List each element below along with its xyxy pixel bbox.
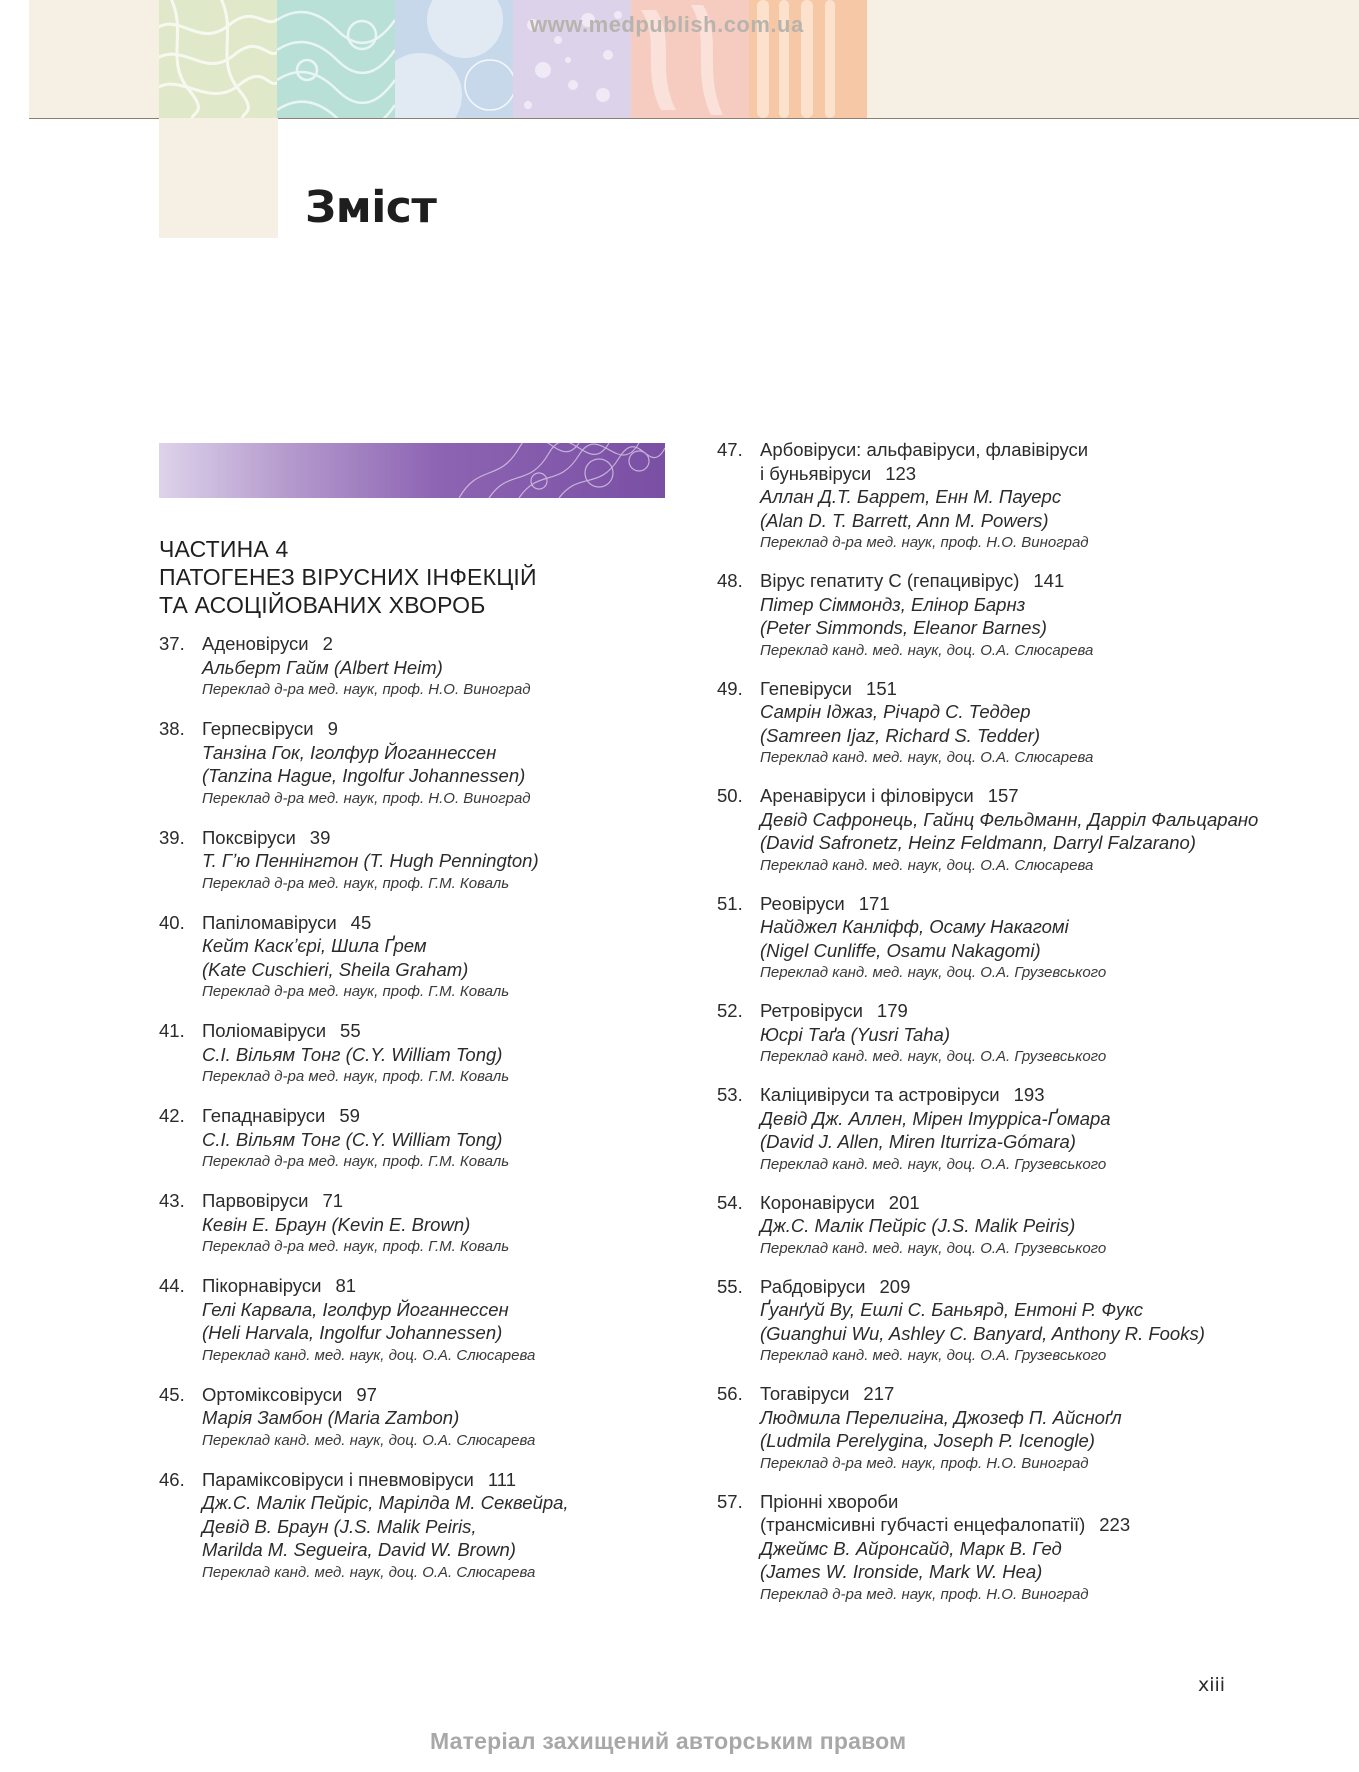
entry-page-number: 171 <box>858 892 890 914</box>
entry-title: Аренавіруси і філовіруси 157 <box>760 785 1019 806</box>
entry-translator: Переклад канд. мед. наук, доц. О.А. Грузевського <box>760 1239 1107 1257</box>
entry-body <box>202 717 679 810</box>
entry-authors: Девід В. Браун (J.S. Malik Peiris, <box>202 1515 477 1537</box>
entry-title: Папіломавіруси 45 <box>202 911 372 933</box>
pattern-tile <box>159 0 277 118</box>
entry-number: 57. <box>717 1490 743 1512</box>
entry-page-number: 223 <box>1099 1514 1131 1535</box>
entry-authors: (David J. Allen, Miren Iturriza-Gómara) <box>760 1131 1076 1152</box>
entry-authors: (Ludmila Perelygina, Joseph P. Icenogle) <box>760 1430 1095 1451</box>
entry-page-number: 39 <box>309 826 331 848</box>
entry-body <box>760 999 1337 1068</box>
entry-body <box>760 784 1337 877</box>
entry-body <box>760 1191 1337 1260</box>
entry-body <box>202 632 679 701</box>
entry-title: Аденовіруси 2 <box>202 633 333 654</box>
entry-title: Ретровіруси 179 <box>760 1000 908 1021</box>
entry-translator: Переклад д-ра мед. наук, проф. Г.М. Коваль <box>202 1238 510 1255</box>
entry-title: Параміксовіруси і пневмовіруси 111 <box>202 1468 516 1490</box>
entry-number: 50. <box>717 785 743 806</box>
entry-title: Гепевіруси 151 <box>760 677 897 699</box>
page-number: xiii <box>1198 1674 1226 1696</box>
entry-page-number: 81 <box>335 1275 357 1296</box>
entry-page-number: 9 <box>327 718 338 739</box>
entry-number: 37. <box>159 633 185 654</box>
entry-translator: Переклад канд. мед. наук, доц. О.А. Слюсарева <box>760 749 1094 766</box>
part-title-line-2: ТА АСОЦІЙОВАНИХ ХВОРОБ <box>159 592 486 618</box>
toc-entry <box>159 1189 679 1258</box>
entry-page-number: 55 <box>340 1020 361 1041</box>
entry-authors: Альберт Гайм (Albert Heim) <box>202 656 443 678</box>
entry-page-number: 151 <box>866 677 897 699</box>
entry-page-number: 141 <box>1033 570 1065 591</box>
entry-authors: (Alan D. T. Barrett, Ann M. Powers) <box>760 509 1049 531</box>
entry-authors: Джеймс В. Айронсайд, Марк В. Гед <box>760 1537 1062 1559</box>
entry-title: Вірус гепатиту С (гепацивірус) 141 <box>760 570 1065 591</box>
entry-title: Герпесвіруси 9 <box>202 718 338 739</box>
entry-body <box>760 1490 1337 1606</box>
part-title-line-1: ПАТОГЕНЕЗ ВІРУСНИХ ІНФЕКЦІЙ <box>159 564 537 590</box>
watermark-url: www.medpublish.com.ua <box>530 12 804 37</box>
entry-title: Поксвіруси 39 <box>202 826 331 848</box>
entry-title: (трансмісивні губчасті енцефалопатії) 223 <box>760 1514 1131 1535</box>
entry-number: 56. <box>717 1383 743 1404</box>
entry-authors: Т. Гʼю Пеннінгтон (T. Hugh Pennington) <box>202 850 539 871</box>
entry-authors: Самрін Іджаз, Річард С. Теддер <box>760 701 1031 722</box>
entry-translator: Переклад канд. мед. наук, доц. О.А. Слюсарева <box>202 1431 536 1449</box>
entry-authors: Дж.С. Малік Пейріс (J.S. Malik Peiris) <box>760 1215 1076 1236</box>
entry-authors: Гелі Карвала, Іголфур Йоганнессен <box>202 1298 509 1320</box>
entry-translator: Переклад д-ра мед. наук, проф. Н.О. Виноград <box>760 1454 1089 1472</box>
entry-title: Арбовіруси: альфавіруси, флавівіруси <box>760 439 1089 460</box>
entry-authors: Marilda M. Segueira, David W. Brown) <box>202 1539 516 1560</box>
entry-body <box>760 677 1337 770</box>
entry-page-number: 45 <box>350 911 372 933</box>
toc-entry <box>717 1382 1337 1475</box>
entry-body <box>202 826 679 895</box>
entry-authors: (Kate Cuschieri, Sheila Graham) <box>202 958 469 980</box>
entry-translator: Переклад д-ра мед. наук, проф. Н.О. Виноград <box>202 681 531 698</box>
entry-authors: Девід Сафронець, Гайнц Фельдманн, Дарріл Фальцарано <box>760 808 1259 830</box>
toc-column-right <box>717 438 1337 1621</box>
entry-body <box>202 1019 679 1088</box>
entry-title: Ортоміксовіруси 97 <box>202 1383 377 1405</box>
entry-body <box>760 1382 1337 1475</box>
entry-page-number: 157 <box>987 785 1019 806</box>
entry-translator: Переклад канд. мед. наук, доц. О.А. Слюсарева <box>760 641 1094 659</box>
entry-title: Гепаднавіруси 59 <box>202 1105 360 1126</box>
entry-body <box>760 892 1337 985</box>
toc-entry <box>717 999 1337 1068</box>
entry-authors: Кейт Каскʼєрі, Шила Ґрем <box>202 935 427 956</box>
entry-authors: Танзіна Гок, Іголфур Йоганнессен <box>202 741 497 763</box>
entry-body <box>202 1189 679 1258</box>
entry-number: 48. <box>717 570 743 591</box>
toc-entry <box>159 1468 679 1584</box>
entry-number: 42. <box>159 1105 185 1126</box>
entry-translator: Переклад д-ра мед. наук, проф. Н.О. Виноград <box>202 789 531 807</box>
entry-authors: (Tanzina Hague, Ingolfur Johannessen) <box>202 765 526 786</box>
copyright-watermark: Матеріал захищений авторським правом <box>430 1728 907 1754</box>
entry-body <box>760 1083 1337 1176</box>
toc-entry <box>717 1191 1337 1260</box>
part-number: ЧАСТИНА 4 <box>159 536 289 562</box>
part-color-band <box>159 443 665 498</box>
toc-entry <box>159 1104 679 1173</box>
entry-authors: Кевін Е. Браун (Kevin E. Brown) <box>202 1213 471 1235</box>
entry-translator: Переклад канд. мед. наук, доц. О.А. Грузевського <box>760 1048 1107 1065</box>
entry-translator: Переклад канд. мед. наук, доц. О.А. Грузевського <box>760 1155 1107 1173</box>
entry-title: Парвовіруси 71 <box>202 1190 344 1211</box>
entry-authors: С.І. Вільям Тонг (C.Y. William Tong) <box>202 1128 503 1150</box>
entry-authors: Людмила Перелигіна, Джозеф П. Айсноґл <box>760 1406 1122 1428</box>
entry-translator: Переклад канд. мед. наук, доц. О.А. Слюсарева <box>202 1346 536 1364</box>
entry-page-number: 2 <box>322 633 333 654</box>
entry-body <box>202 1274 679 1367</box>
entry-body <box>760 438 1337 554</box>
entry-number: 46. <box>159 1468 185 1490</box>
entry-title: Пріонні хвороби <box>760 1490 899 1512</box>
entry-title: Реовіруси 171 <box>760 892 890 914</box>
entry-number: 52. <box>717 1000 743 1021</box>
entry-number: 40. <box>159 911 185 933</box>
entry-number: 51. <box>717 892 743 914</box>
toc-entry <box>717 438 1337 554</box>
entry-translator: Переклад д-ра мед. наук, проф. Г.М. Коваль <box>202 1153 510 1170</box>
toc-entry <box>717 1490 1337 1606</box>
entry-page-number: 179 <box>876 1000 908 1021</box>
entry-page-number: 193 <box>1013 1084 1045 1105</box>
toc-entry <box>159 1019 679 1088</box>
entry-page-number: 123 <box>885 462 917 484</box>
entry-authors: (James W. Ironside, Mark W. Hea) <box>760 1561 1043 1582</box>
toc-entry <box>159 911 679 1004</box>
toc-column-left <box>159 632 679 1600</box>
toc-entry <box>717 1083 1337 1176</box>
entry-authors: Дж.С. Малік Пейріс, Марілда М. Секвейра, <box>202 1492 569 1513</box>
entry-authors: (Heli Harvala, Ingolfur Johannessen) <box>202 1322 503 1343</box>
entry-authors: С.І. Вільям Тонг (C.Y. William Tong) <box>202 1043 503 1065</box>
entry-body <box>760 1275 1337 1368</box>
entry-number: 49. <box>717 677 743 699</box>
entry-translator: Переклад канд. мед. наук, доц. О.А. Слюсарева <box>760 856 1094 874</box>
page-title: Зміст <box>305 182 437 233</box>
entry-number: 54. <box>717 1191 743 1213</box>
entry-number: 45. <box>159 1383 185 1405</box>
entry-authors: Девід Дж. Аллен, Мірен Ітурріса-Ґомара <box>760 1107 1111 1129</box>
entry-translator: Переклад канд. мед. наук, доц. О.А. Грузевського <box>760 1347 1107 1364</box>
entry-number: 55. <box>717 1275 743 1297</box>
entry-authors: (David Safronetz, Heinz Feldmann, Darryl Falzarano) <box>760 832 1196 853</box>
entry-number: 43. <box>159 1190 185 1211</box>
entry-number: 53. <box>717 1084 743 1105</box>
entry-page-number: 217 <box>863 1383 895 1404</box>
entry-translator: Переклад канд. мед. наук, доц. О.А. Слюсарева <box>202 1563 536 1581</box>
entry-body <box>202 1104 679 1173</box>
entry-page-number: 209 <box>879 1275 911 1297</box>
entry-number: 38. <box>159 718 185 739</box>
entry-authors: (Guanghui Wu, Ashley C. Banyard, Anthony R. Fooks) <box>760 1322 1205 1344</box>
entry-translator: Переклад д-ра мед. наук, проф. Г.М. Коваль <box>202 983 510 1000</box>
entry-body <box>202 911 679 1004</box>
entry-authors: (Peter Simmonds, Eleanor Barnes) <box>760 617 1047 638</box>
entry-page-number: 201 <box>888 1191 920 1213</box>
entry-title: Коронавіруси 201 <box>760 1191 920 1213</box>
entry-title: Пікорнавіруси 81 <box>202 1275 357 1296</box>
toc-entry <box>717 569 1337 662</box>
entry-page-number: 59 <box>339 1105 360 1126</box>
toc-entry <box>717 677 1337 770</box>
entry-title: Тогавіруси 217 <box>760 1383 895 1404</box>
entry-title: Рабдовіруси 209 <box>760 1275 911 1297</box>
entry-body <box>202 1383 679 1452</box>
entry-body <box>760 569 1337 662</box>
entry-authors: Юсрі Таґа (Yusri Taha) <box>760 1023 950 1045</box>
entry-number: 39. <box>159 826 185 848</box>
toc-entry <box>159 632 679 701</box>
entry-title: Поліомавіруси 55 <box>202 1020 361 1041</box>
entry-translator: Переклад д-ра мед. наук, проф. Г.М. Коваль <box>202 874 510 892</box>
entry-authors: (Nigel Cunliffe, Osamu Nakagomi) <box>760 939 1041 961</box>
entry-authors: Найджел Канліфф, Осаму Накагомі <box>760 916 1069 937</box>
entry-number: 41. <box>159 1020 185 1041</box>
toc-entry <box>717 1275 1337 1368</box>
entry-number: 44. <box>159 1275 185 1296</box>
entry-authors: (Samreen Ijaz, Richard S. Tedder) <box>760 724 1041 746</box>
entry-authors: Аллан Д.Т. Баррет, Енн М. Пауерс <box>760 486 1062 507</box>
entry-translator: Переклад д-ра мед. наук, проф. Н.О. Виноград <box>760 534 1089 551</box>
toc-entry <box>717 784 1337 877</box>
entry-page-number: 97 <box>356 1383 377 1405</box>
toc-entry <box>159 1274 679 1367</box>
entry-authors: Марія Замбон (Maria Zambon) <box>202 1407 460 1428</box>
entry-title: і буньявіруси 123 <box>760 462 917 484</box>
pattern-tile <box>277 0 395 118</box>
entry-page-number: 111 <box>487 1468 516 1490</box>
toc-entry <box>159 717 679 810</box>
entry-translator: Переклад д-ра мед. наук, проф. Н.О. Виноград <box>760 1585 1089 1603</box>
entry-authors: Пітер Сіммондз, Елінор Барнз <box>760 593 1026 615</box>
entry-translator: Переклад д-ра мед. наук, проф. Г.М. Коваль <box>202 1068 510 1085</box>
title-tab-block <box>159 118 278 238</box>
entry-page-number: 71 <box>322 1190 344 1211</box>
entry-translator: Переклад канд. мед. наук, доц. О.А. Грузевського <box>760 964 1107 981</box>
entry-number: 47. <box>717 439 743 460</box>
toc-entry <box>159 1383 679 1452</box>
entry-authors: Ґуанґуй Ву, Ешлі С. Баньярд, Ентоні Р. Фукс <box>760 1299 1144 1320</box>
toc-entry <box>159 826 679 895</box>
toc-entry <box>717 892 1337 985</box>
pattern-tile <box>395 0 513 118</box>
part-heading <box>159 535 679 619</box>
entry-title: Каліцивіруси та астровіруси 193 <box>760 1084 1045 1105</box>
entry-body <box>202 1468 679 1584</box>
